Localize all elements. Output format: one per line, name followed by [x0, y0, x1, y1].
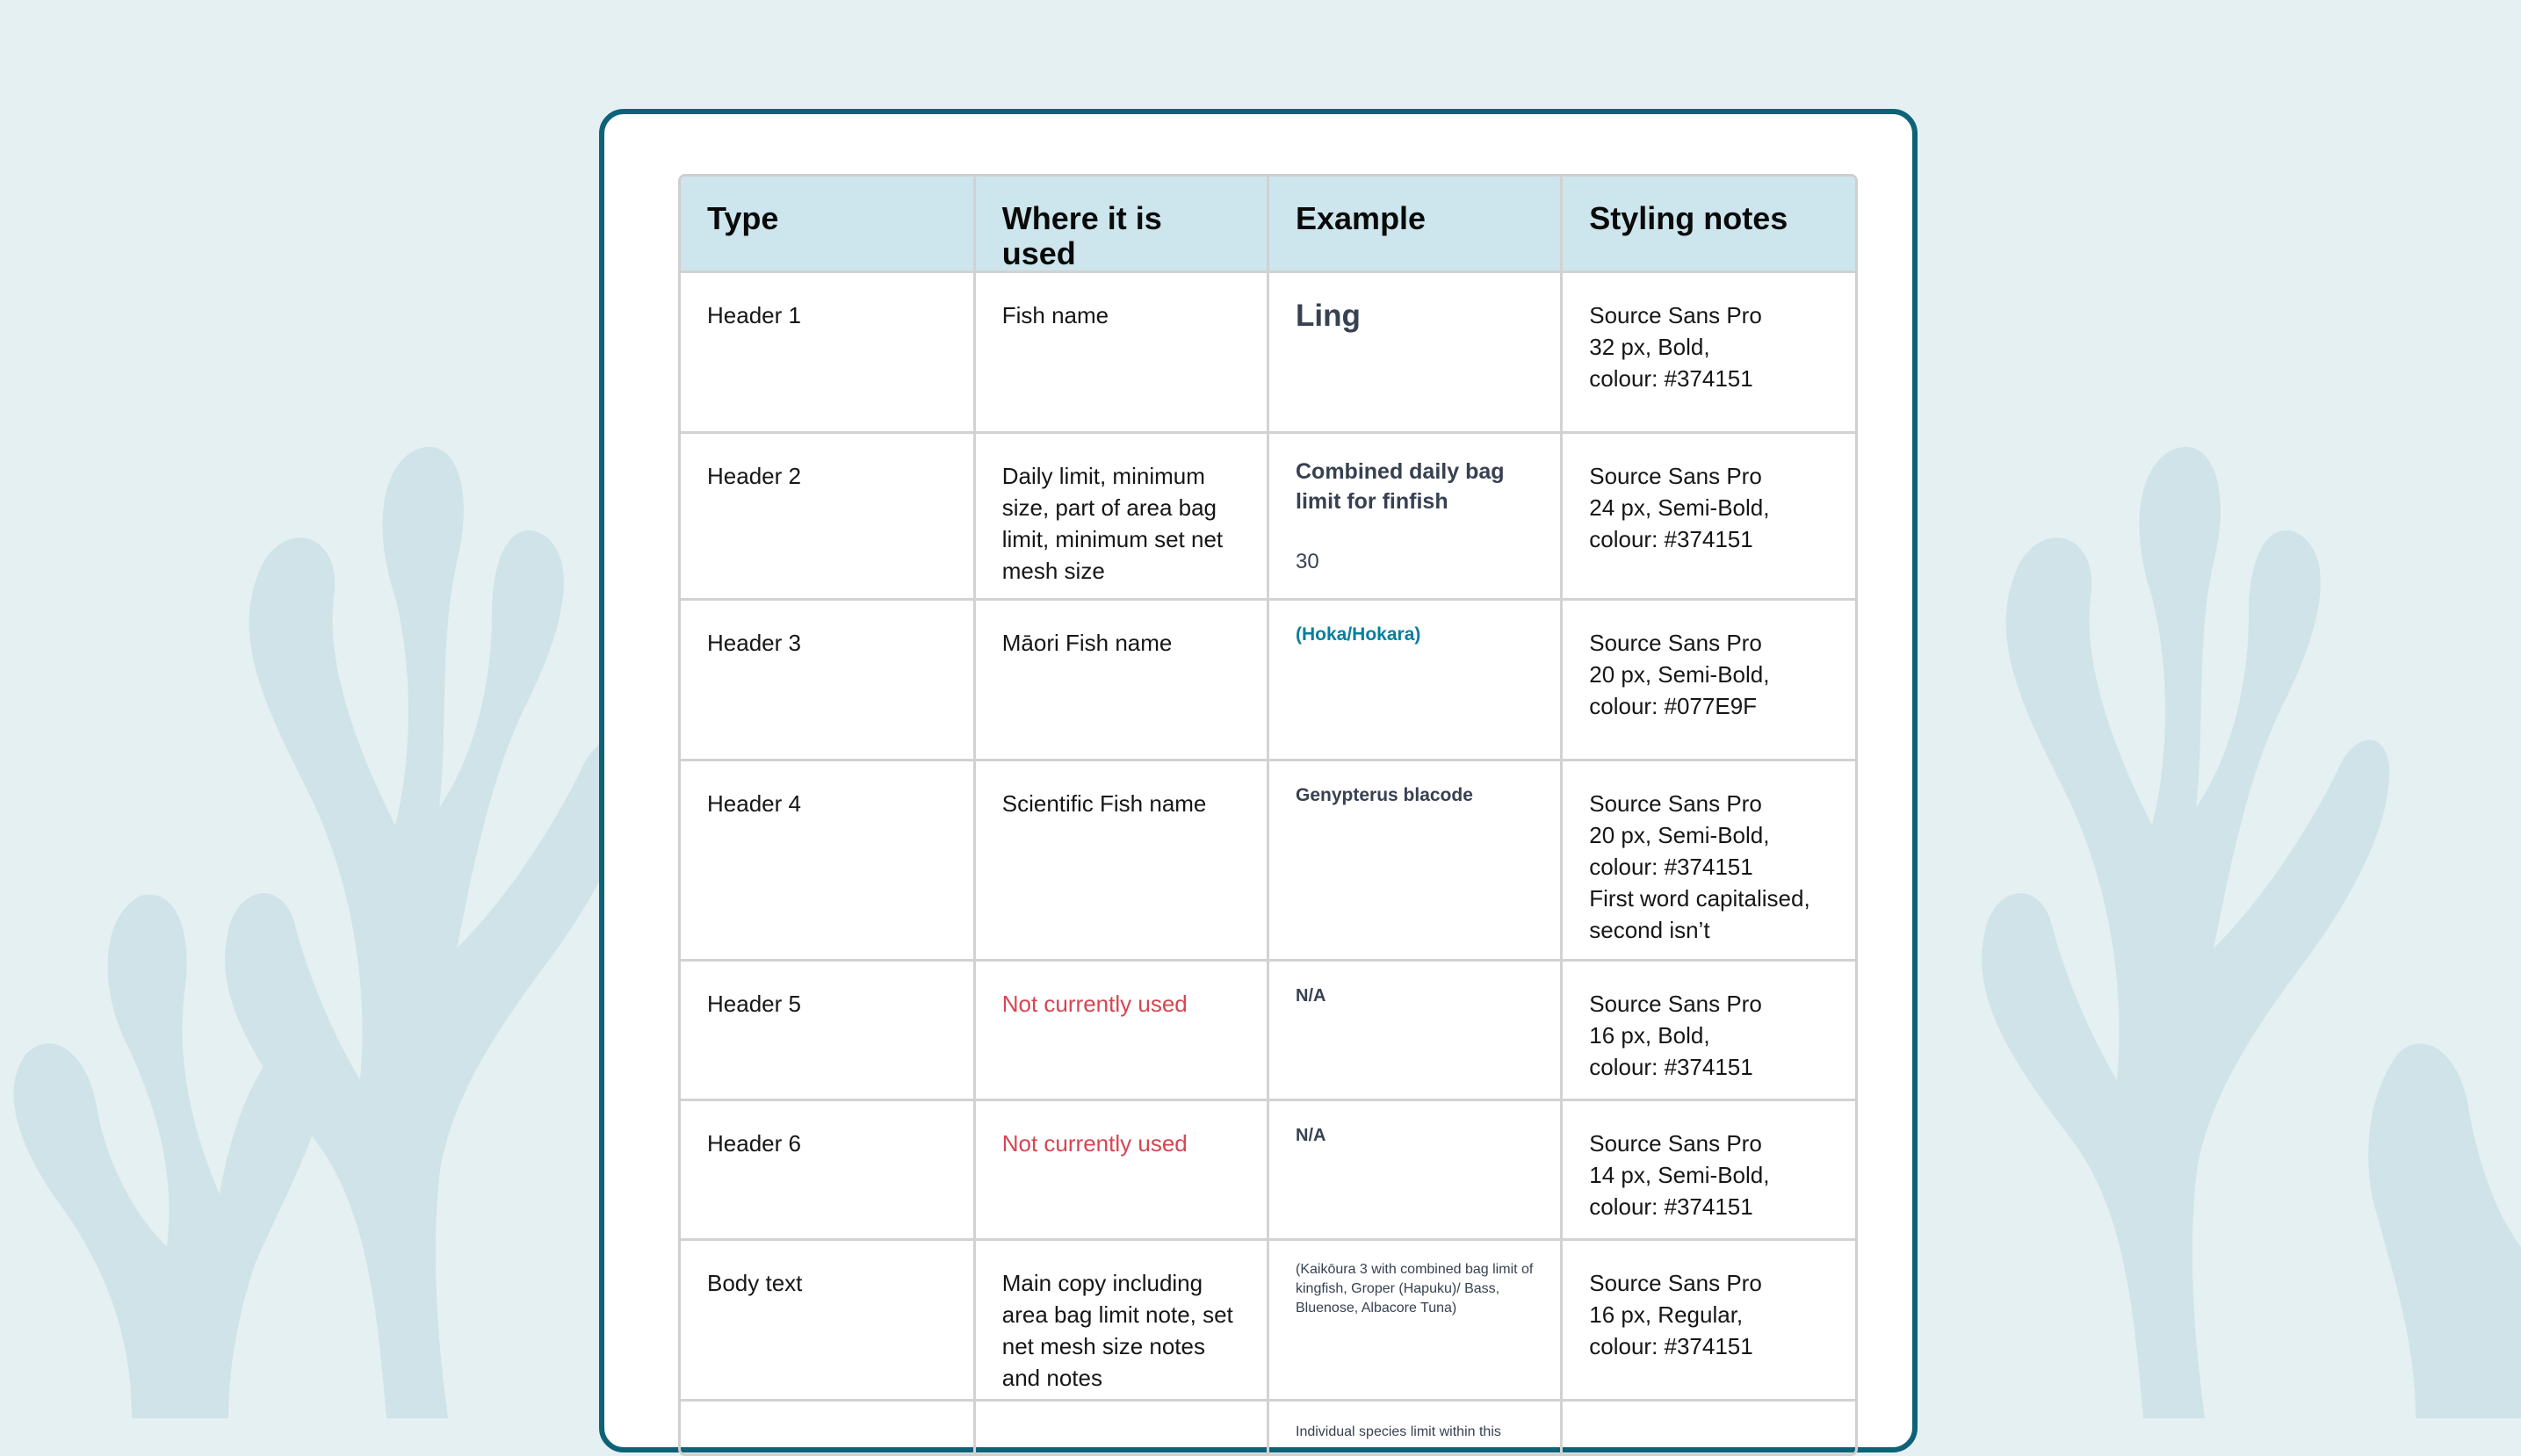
cell-notes: Source Sans Pro 16 px, Bold, colour: #374151 — [1562, 961, 1855, 1100]
table-row-partial — [681, 1401, 1855, 1456]
cell-type: Header 1 — [681, 272, 974, 433]
example-text: Individual species limit within this — [1296, 1424, 1501, 1440]
example-text: N/A — [1296, 986, 1326, 1006]
cell-example — [1268, 433, 1562, 600]
typography-card — [599, 109, 1918, 1452]
column-header-where: Where it is used — [974, 177, 1268, 272]
typography-table — [678, 174, 1858, 1456]
cell-notes: Source Sans Pro 32 px, Bold, colour: #374151 — [1562, 272, 1855, 433]
cell-example — [1268, 961, 1562, 1100]
example-text: Combined daily bag limit for finfish — [1296, 459, 1505, 515]
column-header-example: Example — [1268, 177, 1562, 272]
table-row-header-5 — [681, 961, 1855, 1100]
cell-notes: Source Sans Pro 14 px, Semi-Bold, colour: #374151 — [1562, 1100, 1855, 1240]
cell-example — [1268, 272, 1562, 433]
cell-where: Māori Fish name — [974, 600, 1268, 760]
cell-notes: Source Sans Pro 16 px, Regular, colour: #374151 — [1562, 1240, 1855, 1401]
example-text: (Kaikōura 3 with combined bag limit of kingfish, Groper (Hapuku)/ Bass, Bluenose, Albacore Tuna) — [1296, 1262, 1534, 1316]
cell-example — [1268, 760, 1562, 961]
cell-type: Header 2 — [681, 433, 974, 600]
cell-example — [1268, 1240, 1562, 1401]
column-header-notes: Styling notes — [1562, 177, 1855, 272]
cell-notes: Source Sans Pro 20 px, Semi-Bold, colour: #077E9F — [1562, 600, 1855, 760]
example-text: (Hoka/Hokara) — [1296, 624, 1421, 645]
cell-example — [1268, 1401, 1562, 1456]
seaweed-right — [1982, 447, 2521, 1418]
cell-notes: Source Sans Pro 24 px, Semi-Bold, colour: #374151 — [1562, 433, 1855, 600]
cell-where — [974, 1401, 1268, 1456]
table-row-body-text — [681, 1240, 1855, 1401]
table-header-row — [681, 177, 1855, 272]
cell-example — [1268, 1100, 1562, 1240]
cell-example — [1268, 600, 1562, 760]
table-row-header-3 — [681, 600, 1855, 760]
cell-notes: Source Sans Pro 20 px, Semi-Bold, colour: #374151 First word capitalised, second isn’t — [1562, 760, 1855, 961]
table-row-header-2 — [681, 433, 1855, 600]
example-value: 30 — [1296, 550, 1319, 574]
example-text: Ling — [1296, 299, 1361, 334]
seaweed-left — [14, 447, 632, 1418]
example-text: N/A — [1296, 1126, 1326, 1146]
table-row-header-4 — [681, 760, 1855, 961]
column-header-type: Type — [681, 177, 974, 272]
table-row-header-6 — [681, 1100, 1855, 1240]
cell-where: Daily limit, minimum size, part of area bag limit, minimum set net mesh size — [974, 433, 1268, 600]
cell-where: Main copy including area bag limit note, set net mesh size notes and notes — [974, 1240, 1268, 1401]
cell-type: Header 6 — [681, 1100, 974, 1240]
cell-where: Not currently used — [974, 1100, 1268, 1240]
cell-type: Header 5 — [681, 961, 974, 1100]
cell-type: Body text — [681, 1240, 974, 1401]
cell-where: Not currently used — [974, 961, 1268, 1100]
cell-type: Header 3 — [681, 600, 974, 760]
cell-type — [681, 1401, 974, 1456]
cell-type: Header 4 — [681, 760, 974, 961]
cell-where: Fish name — [974, 272, 1268, 433]
table-row-header-1 — [681, 272, 1855, 433]
cell-where: Scientific Fish name — [974, 760, 1268, 961]
cell-notes — [1562, 1401, 1855, 1456]
example-text: Genypterus blacode — [1296, 785, 1473, 806]
